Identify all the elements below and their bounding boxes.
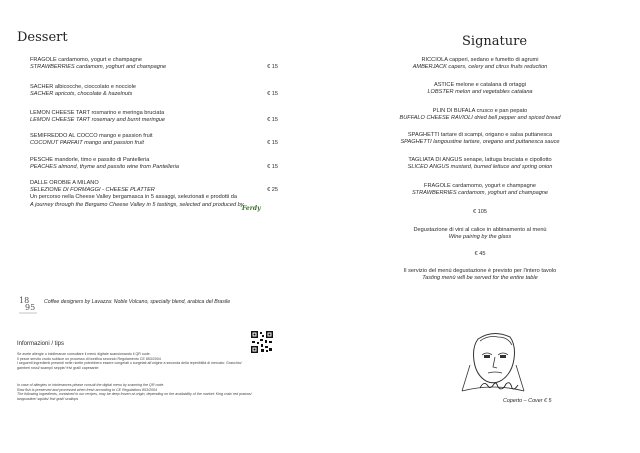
- dessert-item: [30, 110, 280, 124]
- dessert-extra: Un percorso nella Cheese Valley bergamasca in 5 assaggi, selezionati e prodotti da: [30, 194, 237, 201]
- cover-charge: Coperto – Cover € 5: [503, 398, 552, 404]
- info-line: I seguenti ingredienti presenti nelle ricette potrebbero essere congelati o surgelati all'origine a seconda della reperibilità di mercato: Granchio/: [17, 361, 242, 366]
- signature-title: Signature: [462, 34, 528, 49]
- qr-code-icon[interactable]: [250, 330, 274, 354]
- pairing-text-en: Wine pairing by the glass: [448, 234, 512, 241]
- info-title: Informazioni / tips: [17, 341, 65, 347]
- dessert-item: [30, 57, 280, 71]
- dessert-name: SEMIFREDDO AL COCCO mango e passion fruit: [30, 133, 153, 139]
- note-text: Il servizio del menù degustazione è previsto per l'intero tavolo: [403, 268, 557, 274]
- info-italian: [17, 352, 297, 370]
- signature-desc: STRAWBERRIES cardamom, yoghurt and champagne: [411, 190, 549, 197]
- signature-item: [320, 183, 640, 197]
- dessert-price: € 15: [267, 164, 278, 170]
- pairing-price: € 45: [474, 251, 486, 257]
- signature-item: [320, 82, 640, 96]
- ferdy-logo: Ferdy: [242, 205, 261, 212]
- signature-name: PLIN DI BUFALA crusco e pan pepato: [432, 108, 528, 114]
- dessert-item: [30, 157, 280, 171]
- dessert-name: SACHER albicocche, cioccolato e nocciole: [30, 84, 137, 90]
- dessert-item: [30, 133, 280, 147]
- signature-item: [320, 108, 640, 122]
- info-line: langoustine/ squids/ frivi grail/ scallops: [17, 396, 79, 401]
- info-english: [17, 383, 297, 401]
- menu-price: € 105: [473, 209, 487, 215]
- dessert-item: [30, 84, 280, 98]
- dessert-desc: SELEZIONE DI FORMAGGI - CHEESE PLATTER: [30, 187, 155, 194]
- signature-item: [320, 57, 640, 71]
- signature-page: [320, 0, 640, 453]
- signature-desc: BUFFALO CHEESE RAVIOLI dried bell pepper and spiced bread: [399, 115, 561, 122]
- signature-name: TAGLIATA DI ANGUS senape, lattuga bruciata e cipollotto: [408, 157, 552, 163]
- pairing-text: Degustazione di vini al calice in abbinamento al menù: [413, 227, 547, 233]
- dessert-desc: LEMON CHEESE TART rosemary and burnt meringue: [30, 117, 166, 124]
- wine-pairing: [320, 227, 640, 241]
- signature-name: SPAGHETTI tartare di scampi, origano e salsa puttanesca: [407, 132, 553, 138]
- svg-text:95: 95: [25, 303, 36, 312]
- table-note: [320, 268, 640, 282]
- dessert-name: PESCHE mandorle, timo e passito di Pantelleria: [30, 157, 150, 163]
- signature-item: [320, 132, 640, 146]
- dessert-title: Dessert: [17, 30, 68, 45]
- info-line: Se avete allergie o intolleranze consultare il menù digitale scansionando il QR code.: [17, 352, 151, 356]
- dessert-desc: COCONUT PARFAIT mango and passion fruit: [30, 140, 144, 147]
- signature-name: FRAGOLE cardamomo, yogurt e champagne: [424, 183, 536, 189]
- signature-desc: SLICED ANGUS mustard, burned lettuce and spring onion: [407, 164, 553, 171]
- signature-desc: LOBSTER melon and vegetables catalana: [427, 89, 533, 96]
- dessert-price: € 15: [267, 140, 278, 146]
- dessert-price: € 15: [267, 117, 278, 123]
- svg-text:18: 18: [19, 296, 30, 305]
- dessert-name: DALLE OROBIE A MILANO: [30, 180, 99, 186]
- note-text-en: Tasting menù will be served for the entire table: [422, 275, 538, 282]
- signature-name: RICCIOLA capperi, sedano e fumetto di agrumi: [421, 57, 539, 63]
- dessert-name: FRAGOLE cardamomo, yogurt e champagne: [30, 57, 142, 63]
- dessert-name: LEMON CHEESE TART rosmarino e meringa bruciata: [30, 110, 165, 116]
- dessert-desc: PEACHES almond, thyme and passito wine from Pantelleria: [30, 164, 179, 171]
- info-line: Il pesce servito crudo subisce un processo di bonifica secondo Regolamento CE 853/2004: [17, 356, 161, 361]
- info-line: gamberi rossi/ scampi/ seppie/ frivi grail/ capesante: [17, 365, 99, 370]
- signature-desc: AMBERJACK capers, celery and citrus fruits reduction: [412, 64, 548, 71]
- signature-name: ASTICE melone e catalana di ortaggi: [433, 82, 527, 88]
- dessert-desc: SACHER apricots, chocolate & hazelnuts: [30, 91, 133, 98]
- info-line: The following ingredients, contained in our recipes, may be deep frozen at origin, depending on the availability of the market: King crab/ red prawns/: [17, 392, 252, 397]
- dessert-extra-en: A journey through the Bergamo Cheese Valley in 5 tastings, selected and produced by: [30, 201, 244, 208]
- dessert-desc: STRAWBERRIES cardamom, yoghurt and champagne: [30, 64, 167, 71]
- info-line: Raw fish is preserved and processed when fresh according to CE Regulations 853/2004: [17, 387, 158, 392]
- dessert-price: € 25: [267, 187, 278, 193]
- dessert-price: € 15: [267, 64, 278, 70]
- coffee-text: Coffee designers by Lavazza: Noble Volcano, specialty blend, arabica del Brasile: [44, 299, 231, 305]
- dessert-price: € 15: [267, 91, 278, 97]
- signature-desc: SPAGHETTI langoustine tartare, oregano and puttanesca sauce: [400, 139, 560, 146]
- info-line: In case of allergies or intolerances please consult the digital menu by scanning the QR code.: [17, 383, 165, 387]
- signature-item: [320, 157, 640, 171]
- coffee-logo-icon: [17, 293, 39, 315]
- chef-signature-icon: [478, 378, 520, 394]
